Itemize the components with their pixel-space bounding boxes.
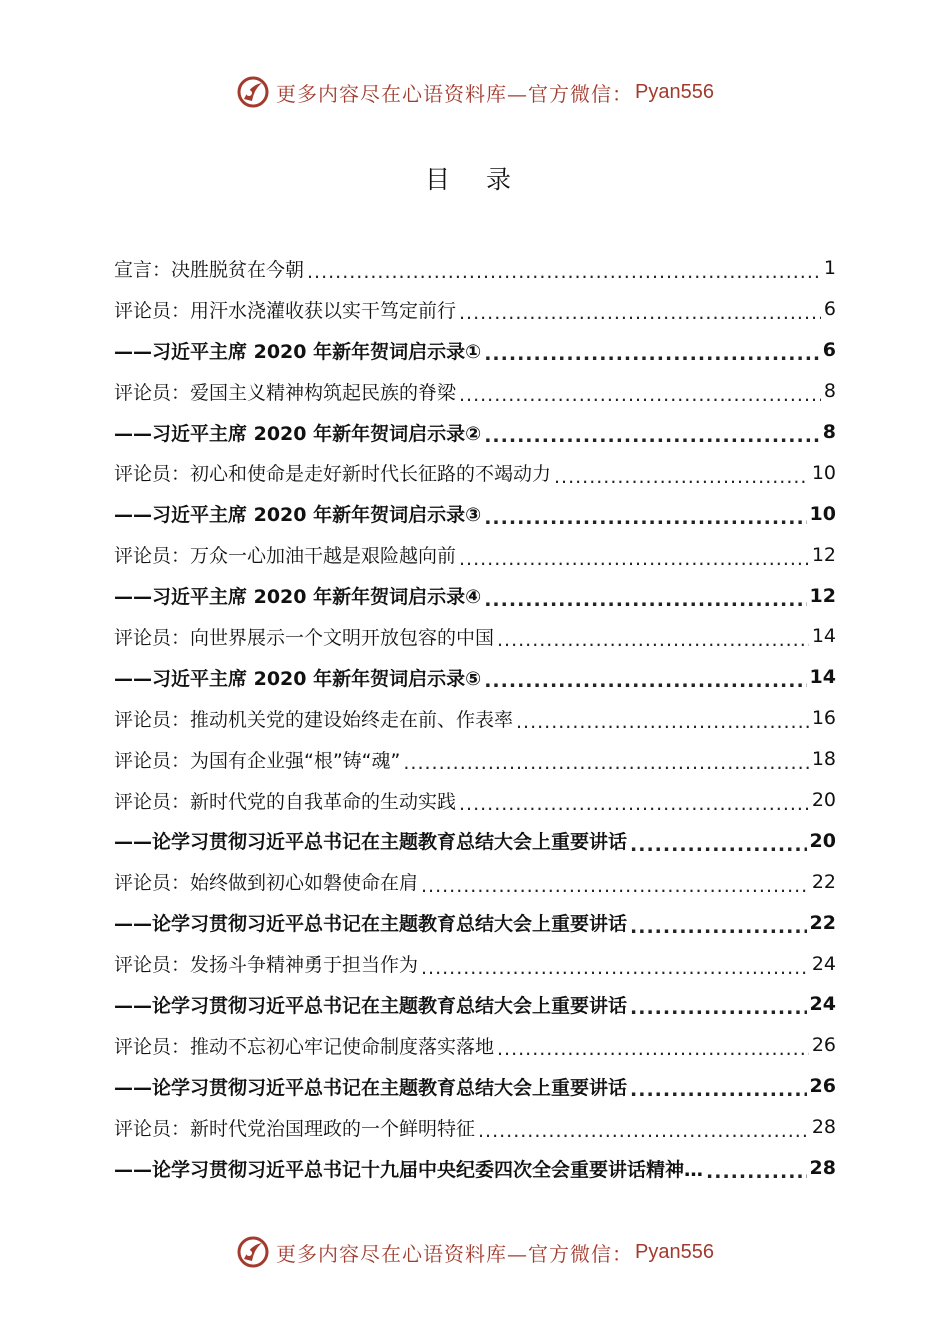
toc-dot-leader [630, 834, 807, 856]
toc-entry-label: ——习近平主席 2020 年新年贺词启示录④ [114, 586, 482, 609]
toc-entry[interactable] [114, 1066, 836, 1107]
toc-entry-page: 20 [811, 789, 836, 812]
toc-entry-label: ——习近平主席 2020 年新年贺词启示录③ [114, 504, 482, 527]
toc-entry-label: 评论员：推动不忘初心牢记使命制度落实落地 [114, 1035, 495, 1058]
toc-entry-page: 28 [809, 1157, 836, 1180]
watermark-text: 更多内容尽在心语资料库—官方微信： [276, 81, 634, 106]
toc-entry[interactable] [114, 1025, 836, 1066]
toc-entry-label: 评论员：万众一心加油干越是艰险越向前 [114, 545, 457, 568]
watermark-text: 更多内容尽在心语资料库—官方微信： [276, 1241, 634, 1266]
toc-entry-label: 评论员：为国有企业强“根”铸“魂” [114, 749, 401, 772]
toc-dot-leader [484, 507, 806, 529]
table-of-contents [114, 248, 836, 1188]
toc-dot-leader [484, 425, 820, 447]
toc-entry-page: 1 [823, 257, 836, 280]
toc-entry-page: 8 [823, 380, 836, 403]
toc-entry-label: 评论员：爱国主义精神构筑起民族的脊梁 [114, 381, 457, 404]
toc-entry[interactable] [114, 739, 836, 780]
logo-seal-icon [236, 1235, 270, 1269]
page-title: 目 录 [425, 165, 525, 194]
toc-entry-page: 28 [811, 1116, 836, 1139]
toc-dot-leader [554, 466, 809, 488]
toc-entry[interactable] [114, 657, 836, 698]
toc-entry-page: 6 [823, 298, 836, 321]
toc-entry[interactable] [114, 412, 836, 453]
toc-entry[interactable] [114, 371, 836, 412]
toc-entry-page: 10 [809, 502, 836, 525]
toc-dot-leader [459, 384, 821, 406]
toc-entry-page: 24 [811, 952, 836, 975]
toc-entry[interactable] [114, 820, 836, 861]
toc-entry-label: 评论员：发扬斗争精神勇于担当作为 [114, 954, 419, 977]
toc-dot-leader [459, 548, 809, 570]
toc-entry-label: 评论员：新时代党的自我革命的生动实践 [114, 790, 457, 813]
toc-dot-leader [516, 711, 809, 733]
toc-entry-label: ——习近平主席 2020 年新年贺词启示录② [114, 422, 482, 445]
toc-entry-label: ——论学习贯彻习近平总书记在主题教育总结大会上重要讲话 [114, 994, 628, 1017]
toc-entry-page: 20 [809, 829, 836, 852]
toc-entry[interactable] [114, 984, 836, 1025]
toc-dot-leader [421, 875, 809, 897]
toc-entry[interactable] [114, 330, 836, 371]
toc-dot-leader [459, 302, 821, 324]
watermark-wechat-id: Pyan556 [635, 80, 714, 103]
footer-watermark [0, 1232, 950, 1272]
toc-entry-page: 22 [811, 870, 836, 893]
toc-entry[interactable] [114, 493, 836, 534]
toc-entry-label: ——习近平主席 2020 年新年贺词启示录⑤ [114, 667, 482, 690]
toc-entry-page: 22 [809, 911, 836, 934]
toc-dot-leader [484, 589, 806, 611]
toc-entry-page: 10 [811, 461, 836, 484]
toc-entry-label: ——论学习贯彻习近平总书记在主题教育总结大会上重要讲话 [114, 831, 628, 854]
toc-dot-leader [630, 997, 807, 1019]
toc-entry-label: 评论员：用汗水浇灌收获以实干笃定前行 [114, 299, 457, 322]
toc-entry-page: 18 [811, 748, 836, 771]
toc-entry-page: 26 [809, 1075, 836, 1098]
toc-entry-label: 评论员：向世界展示一个文明开放包容的中国 [114, 626, 495, 649]
toc-dot-leader [630, 1079, 807, 1101]
toc-dot-leader [497, 629, 809, 651]
toc-entry-page: 8 [822, 421, 836, 443]
toc-entry[interactable] [114, 534, 836, 575]
toc-dot-leader [421, 957, 809, 979]
toc-dot-leader [484, 343, 820, 365]
toc-entry[interactable] [114, 248, 836, 289]
toc-entry-label: 评论员：新时代党治国理政的一个鲜明特征 [114, 1117, 476, 1140]
toc-entry-label: 评论员：推动机关党的建设始终走在前、作表率 [114, 708, 514, 731]
toc-entry-page: 26 [811, 1034, 836, 1057]
toc-entry[interactable] [114, 452, 836, 493]
toc-entry[interactable] [114, 289, 836, 330]
toc-entry-page: 16 [811, 707, 836, 730]
watermark-wechat-id: Pyan556 [635, 1240, 714, 1263]
toc-entry-label: ——论学习贯彻习近平总书记在主题教育总结大会上重要讲话 [114, 913, 628, 936]
toc-entry-page: 12 [809, 584, 836, 607]
toc-dot-leader [706, 1161, 807, 1183]
toc-entry[interactable] [114, 1107, 836, 1148]
toc-entry[interactable] [114, 780, 836, 821]
toc-entry-label: ——论学习贯彻习近平总书记在主题教育总结大会上重要讲话 [114, 1076, 628, 1099]
toc-entry[interactable] [114, 943, 836, 984]
toc-dot-leader [478, 1120, 809, 1142]
header-watermark [0, 72, 950, 112]
toc-entry[interactable] [114, 861, 836, 902]
toc-entry-label: 宣言：决胜脱贫在今朝 [114, 258, 305, 281]
toc-entry-label: ——习近平主席 2020 年新年贺词启示录① [114, 340, 482, 363]
toc-entry[interactable] [114, 575, 836, 616]
toc-dot-leader [630, 916, 807, 938]
toc-dot-leader [307, 261, 821, 283]
toc-entry-page: 24 [809, 993, 836, 1016]
toc-entry-page: 14 [811, 625, 836, 648]
toc-entry-page: 6 [822, 339, 836, 362]
toc-entry[interactable] [114, 616, 836, 657]
toc-entry-page: 14 [809, 666, 836, 689]
toc-dot-leader [459, 793, 809, 815]
toc-dot-leader [484, 670, 806, 692]
toc-entry[interactable] [114, 698, 836, 739]
toc-entry-label: ——论学习贯彻习近平总书记十九届中央纪委四次全会重要讲话精神… [114, 1158, 704, 1181]
toc-entry-label: 评论员：初心和使命是走好新时代长征路的不竭动力 [114, 463, 552, 486]
toc-dot-leader [497, 1038, 809, 1060]
logo-seal-icon [236, 75, 270, 109]
toc-dot-leader [403, 752, 808, 774]
toc-entry-label: 评论员：始终做到初心如磐使命在肩 [114, 872, 419, 895]
toc-entry[interactable] [114, 902, 836, 943]
toc-entry[interactable] [114, 1148, 836, 1189]
toc-entry-page: 12 [811, 543, 836, 566]
